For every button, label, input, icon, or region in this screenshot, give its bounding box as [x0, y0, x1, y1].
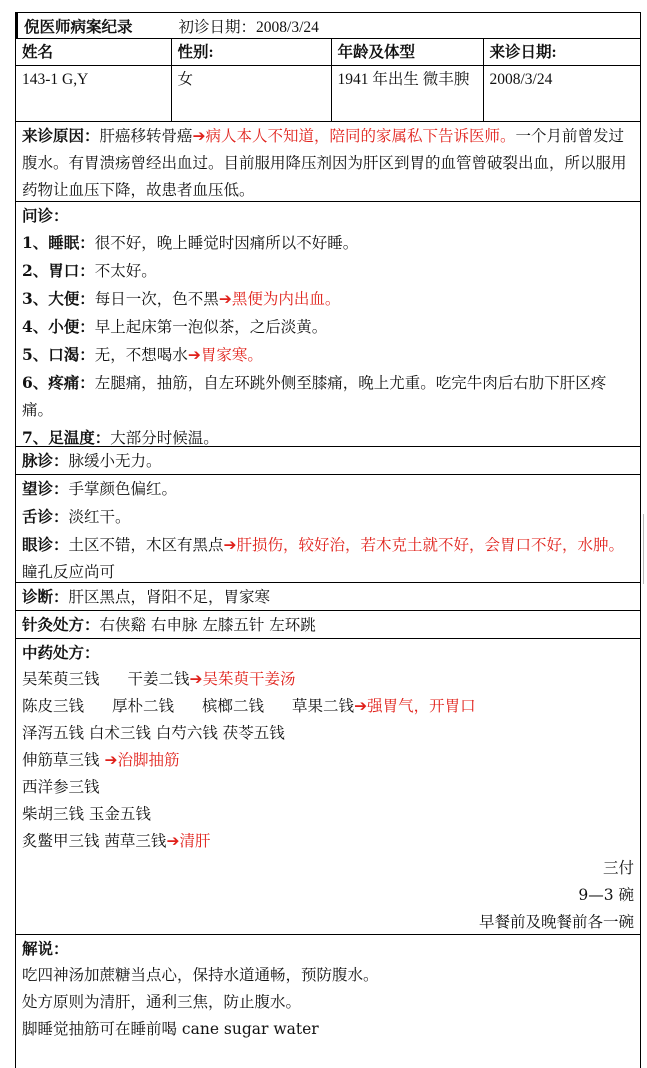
inquiry-title: 问诊：	[22, 205, 69, 225]
look-diagnosis: 望诊：手掌颜色偏红。	[22, 478, 178, 498]
visit-date-header: 来诊日期:	[483, 39, 640, 65]
inquiry-pain: 6、疼痛：左腿痛，抽筋，自左环跳外侧至膝痛，晚上尤重。吃完牛肉后右肋下肝区疼痛。	[22, 372, 607, 419]
herbs-title: 中药处方：	[22, 642, 100, 662]
inquiry-sleep: 1、睡眠：很不好，晚上睡觉时因痛所以不好睡。	[22, 232, 359, 252]
dose-timing: 早餐前及晚餐前各一碗	[478, 912, 634, 931]
reason-text: 肝癌移转骨癌	[99, 126, 193, 145]
inquiry-stool: 3、大便：每日一次，色不黑➔黑便为内出血。	[22, 288, 341, 308]
inquiry-thirst: 5、口渴：无，不想喝水➔胃家寒。	[22, 344, 263, 364]
visit-reason	[16, 122, 640, 202]
patient-age: 1941 年出生 微丰腴	[331, 65, 483, 121]
acupuncture-section: 针灸处方：右侠谿 右申脉 左膝五针 左环跳	[16, 611, 640, 639]
herb-line-5: 西洋参三钱	[22, 777, 100, 796]
inquiry-section	[16, 202, 640, 447]
arrow-icon: ➔	[223, 535, 237, 554]
arrow-icon: ➔	[192, 126, 206, 145]
pulse-section: 脉诊：脉缓小无力。	[16, 447, 640, 475]
record-header	[16, 13, 640, 39]
herb-line-4: 伸筋草三钱 ➔治脚抽筋	[22, 750, 180, 769]
record-title: 倪医师病案纪录	[24, 16, 133, 36]
dose-bowls: 9—3 碗	[578, 885, 634, 904]
herb-line-2: 陈皮三钱 厚朴二钱 槟榔二钱 草果二钱➔强胃气，开胃口	[22, 696, 476, 715]
arrow-icon: ➔	[189, 669, 203, 688]
reason-detail: 一个月前曾发过腹水。有胃溃疡曾经出血过。目前服用降压剂因为肝区到胃的血管曾破裂出血，所以服用药物让血压下降，故患者血压低。	[22, 126, 627, 199]
case-record	[15, 12, 641, 1068]
explain-line: 处方原则为清肝，通利三焦，防止腹水。	[22, 992, 302, 1011]
eye-diagnosis: 眼诊：土区不错，木区有黑点➔肝损伤，较好治，若木克土就不好，会胃口不好，水肿。瞳孔反应尚可	[22, 534, 625, 581]
diagnosis-section: 诊断：肝区黑点，肾阳不足，胃家寒	[16, 583, 640, 611]
explain-line: 吃四神汤加蔗糖当点心，保持水道通畅，预防腹水。	[22, 965, 379, 984]
name-header: 姓名	[16, 39, 171, 65]
visit-date: 2008/3/24	[483, 65, 640, 121]
age-header: 年龄及体型	[331, 39, 483, 65]
inquiry-appetite: 2、胃口：不太好。	[22, 260, 157, 280]
first-visit-date: 初诊日期：2008/3/24	[178, 18, 319, 36]
dose-count: 三付	[602, 858, 634, 877]
arrow-icon: ➔	[187, 345, 201, 364]
patient-id: 143-1 G,Y	[16, 65, 171, 121]
arrow-icon: ➔	[354, 696, 368, 715]
reason-note: 病人本人不知道，陪同的家属私下告诉医师。	[205, 126, 516, 145]
herb-line-3: 泽泻五钱 白术三钱 白芍六钱 茯苓五钱	[22, 723, 285, 742]
observation-section	[16, 475, 640, 583]
arrow-icon: ➔	[104, 750, 118, 769]
patient-gender: 女	[171, 65, 331, 121]
explanation-section	[16, 935, 640, 1043]
explain-line: 脚睡觉抽筋可在睡前喝 cane sugar water	[22, 1019, 319, 1038]
herbal-prescription	[16, 639, 640, 935]
arrow-icon: ➔	[166, 831, 180, 850]
patient-info-table	[16, 39, 640, 122]
inquiry-urine: 4、小便：早上起床第一泡似茶，之后淡黄。	[22, 316, 328, 336]
herb-line-6: 柴胡三钱 玉金五钱	[22, 804, 151, 823]
tongue-diagnosis: 舌诊：淡红干。	[22, 506, 131, 526]
herb-line-1: 吴茱萸三钱 干姜二钱➔吴茱萸干姜汤	[22, 669, 296, 688]
inquiry-foot-temp: 7、足温度：大部分时候温。	[22, 427, 219, 447]
gender-header: 性别:	[171, 39, 331, 65]
arrow-icon: ➔	[218, 289, 232, 308]
page-margin-marker	[643, 514, 647, 584]
explain-title: 解说：	[22, 938, 69, 958]
reason-label: 来诊原因：	[22, 125, 100, 145]
herb-line-7: 炙鳖甲三钱 茜草三钱➔清肝	[22, 831, 211, 850]
